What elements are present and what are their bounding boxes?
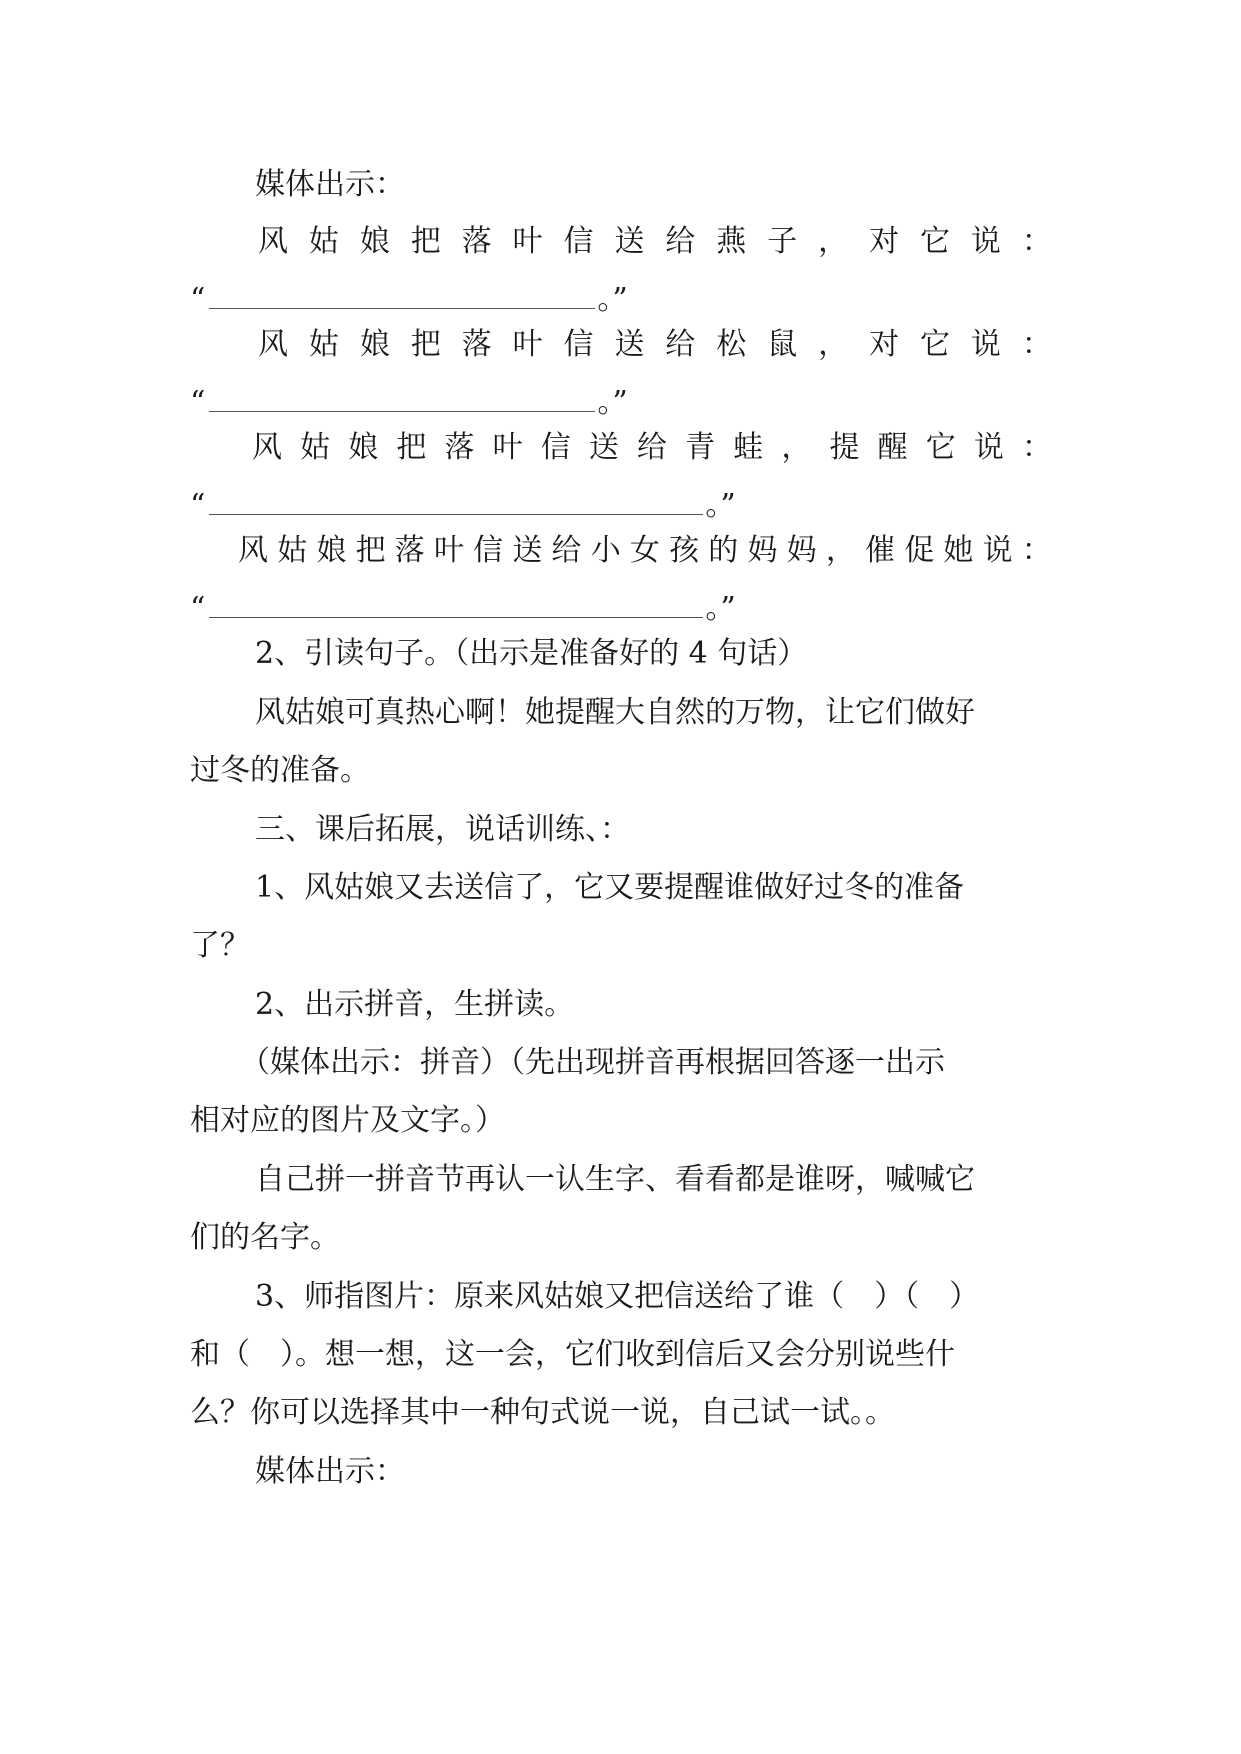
paragraph-media-display-1: 媒体出示：: [255, 167, 405, 202]
paragraph-media-display-2: 媒体出示：: [255, 1454, 405, 1489]
fill-in-blank-line: [209, 411, 595, 412]
blank-squirrel: [190, 383, 1052, 423]
fill-in-blank-line: [209, 308, 595, 309]
spelling-line-2: 们的名字。: [190, 1220, 340, 1255]
sentence-swallow: 风 姑 娘 把 落 叶 信 送 给 燕 子 ， 对 它 说 ：: [258, 224, 1052, 259]
step-3-line-3: 么？你可以选择其中一种句式说一说，自己试一试。。: [190, 1395, 895, 1430]
open-quote: “: [190, 385, 206, 420]
open-quote: “: [190, 488, 206, 523]
close-quote: 。”: [597, 282, 628, 317]
step-1-line-2: 了？: [190, 928, 250, 963]
sentence-mother: 风 姑 娘 把 落 叶 信 送 给 小 女 孩 的 妈 妈 ， 催 促 她 说 ：: [238, 533, 1052, 568]
open-quote: “: [190, 591, 206, 626]
section-heading-extension: 三、课后拓展，说话训练、：: [255, 812, 630, 847]
fill-in-blank-line: [209, 617, 703, 618]
media-pinyin-line-2: 相对应的图片及文字。）: [190, 1103, 505, 1138]
paragraph-wind-girl-1: 风姑娘可真热心啊！她提醒大自然的万物，让它们做好: [255, 695, 975, 730]
close-quote: 。”: [705, 591, 736, 626]
close-quote: 。”: [705, 488, 736, 523]
sentence-frog: 风 姑 娘 把 落 叶 信 送 给 青 蛙 ， 提 醒 它 说 ：: [252, 430, 1052, 465]
step-2: 2、出示拼音，生拼读。: [255, 987, 575, 1022]
blank-swallow: [190, 280, 1052, 320]
spelling-line-1: 自己拼一拼音节再认一认生字、看看都是谁呀，喊喊它: [255, 1162, 975, 1197]
open-quote: “: [190, 282, 206, 317]
sentence-squirrel: 风 姑 娘 把 落 叶 信 送 给 松 鼠 ， 对 它 说 ：: [258, 327, 1052, 362]
step-3-line-1: 3、师指图片：原来风姑娘又把信送给了谁（ ）（ ）: [255, 1279, 980, 1314]
paragraph-wind-girl-2: 过冬的准备。: [190, 753, 370, 788]
blank-mother: [190, 589, 1052, 629]
step-guided-reading: 2、引读句子。（出示是准备好的 4 句话）: [255, 636, 808, 671]
step-1-line-1: 1、风姑娘又去送信了，它又要提醒谁做好过冬的准备: [255, 870, 965, 905]
fill-in-blank-line: [209, 514, 703, 515]
close-quote: 。”: [597, 385, 628, 420]
media-pinyin-line-1: （媒体出示：拼音）（先出现拼音再根据回答逐一出示: [240, 1045, 945, 1080]
blank-frog: [190, 486, 1052, 526]
step-3-line-2: 和（ ）。想一想，这一会，它们收到信后又会分别说些什: [190, 1337, 955, 1372]
